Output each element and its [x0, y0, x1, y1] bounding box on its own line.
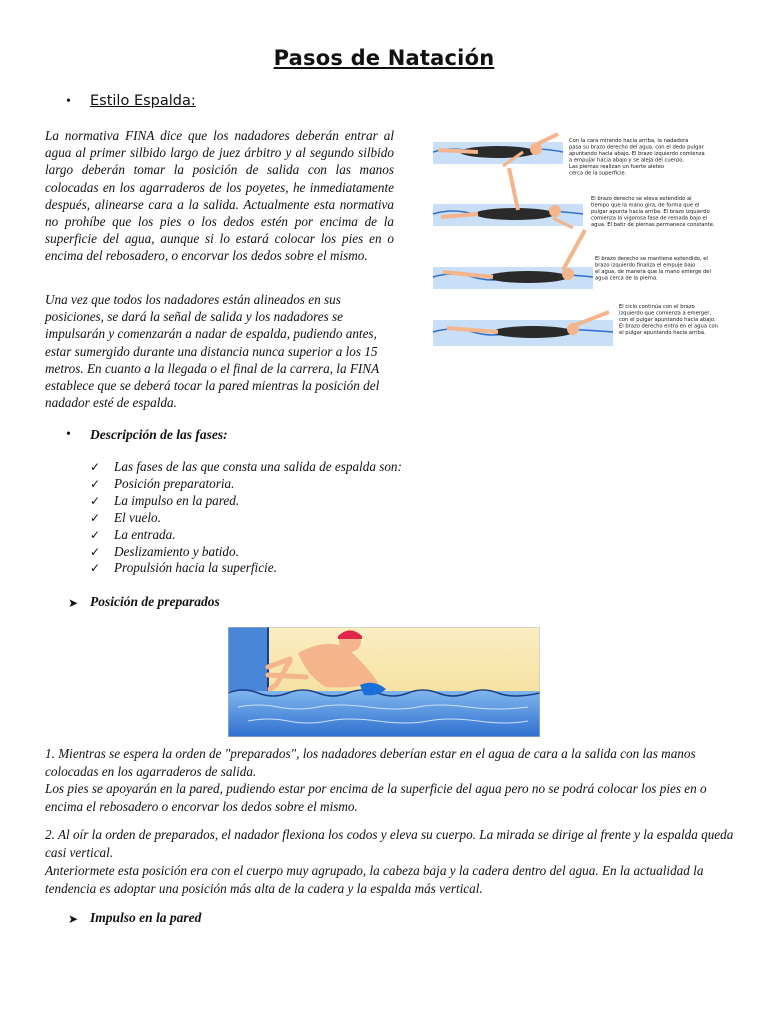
ready-paragraph-1b: Los pies se apoyarán en la pared, pudiendo estar por encima de la superficie del agua pero no se podrá colocar los pies en o encima el rebosadero o encorvar los dedos sobre el mismo.	[45, 781, 707, 814]
list-item: ✓ La impulso en la pared.	[90, 492, 240, 508]
phases-list	[90, 459, 402, 577]
svg-text:El brazo derecho se eleva exte: El brazo derecho se eleva extendido al tiempo que la mano gira, de forma que el pulgar apunta hacia arriba. El brazo izquierdo comienza la vigorosa fase de remada bajo el agua. El batir de piernas permanece constante.	[591, 196, 715, 228]
check-icon: ✓	[90, 544, 101, 559]
stroke-step-4	[433, 303, 720, 346]
list-item: ✓ Las fases de las que consta una salida de espalda son:	[90, 459, 402, 474]
check-icon: ✓	[90, 527, 101, 542]
water	[228, 691, 540, 737]
section-bullet: •	[66, 94, 71, 109]
check-icon: ✓	[90, 460, 101, 474]
phases-bullet: •	[66, 427, 71, 442]
list-item: ✓ El vuelo.	[90, 509, 161, 525]
start-position-figure	[228, 627, 540, 737]
list-item: ✓ Deslizamiento y batido.	[90, 543, 239, 559]
check-icon: ✓	[90, 561, 101, 576]
stroke-step-2	[433, 168, 715, 228]
wall-push-heading: Impulso en la pared	[90, 910, 202, 925]
ready-paragraph-2b: Anteriormete esta posición era con el cuerpo muy agrupado, la cabeza baja y la cadera dentro del agua. En la actualidad la tendencia es adoptar una posición más alta de la cadera y la espalda más vertical.	[45, 863, 704, 896]
section-heading: Estilo Espalda:	[90, 93, 196, 109]
stroke-step-3	[433, 230, 713, 289]
intro-paragraph-1: La normativa FINA dice que los nadadores deberán entrar al agua al primer silbido largo de juez árbitro y al segundo silbido largo deberán tomar la posición de salida con las manos colocadas en los agarraderos de los poyetes, he inmediatamente después, alinearse cara a la salida. Actualmente esta normativa no prohíbe que los pies o los dedos estén por encima de la superficie del agua, aunque si lo estará colocar los pies en o encima del rebosadero, o encorvar los dedos sobre el mismo.	[45, 128, 394, 264]
caption-1-line: Con la cara mirando hacia arriba, la nadadora	[569, 138, 689, 144]
page-title: Pasos de Natación	[273, 46, 495, 70]
check-icon: ✓	[90, 493, 101, 508]
intro-paragraph-2: Una vez que todos los nadadores están alineados en sus posiciones, se dará la señal de salida y los nadadores se impulsarán y comenzarán a nadar de espalda, pudiendo antes, estar sumergido durante una distancia nunca superior a los 15 metros. En cuanto a la llegada o el final de la carrera, la FINA establece que se deberá tocar la pared mientras la posición del nadador esté de espalda.	[45, 292, 380, 411]
list-item: ✓ Posición preparatoria.	[90, 475, 235, 491]
arrow-icon: ➤	[68, 596, 79, 610]
svg-text:El brazo derecho se mantiene e: El brazo derecho se mantiene extendido, el brazo izquierdo finaliza el empuje bajo el agua, de manera que la mano emerge del agua cerca de la pierna.	[595, 256, 711, 282]
ready-paragraph-2: 2. Al oír la orden de preparados, el nadador flexiona los codos y eleva su cuerpo. La mirada se dirige al frente y la espalda queda casi vertical.	[45, 827, 734, 860]
list-item: ✓ La entrada.	[90, 526, 176, 542]
ready-position-heading: Posición de preparados	[90, 594, 220, 609]
check-icon: ✓	[90, 476, 101, 491]
stroke-step-1	[433, 134, 706, 177]
arrow-icon: ➤	[68, 912, 79, 926]
phases-heading: Descripción de las fases:	[90, 427, 228, 442]
svg-text:El ciclo continúa con el brazo: El ciclo continúa con el brazo izquierdo que comienza a emerger, con el pulgar apuntando hacia abajo. El brazo derecho entra en el agua con el pulgar apuntando hacia arriba.	[619, 304, 718, 336]
backstroke-sequence-figure	[433, 122, 733, 360]
check-icon: ✓	[90, 510, 101, 525]
svg-text:Con la cara mirando hacia arri: Con la cara mirando hacia arriba, la nadadora pasa su brazo derecho del agua, con el dedo pulgar apuntando hacia abajo. El brazo izquierdo comienza a empujar hacia abajo y se aleja del cuerpo. Las piernas realizan un fuerte aleteo cerca de la superficie.	[569, 138, 705, 177]
list-item: ✓ Propulsión hacia la superficie.	[90, 560, 277, 576]
ready-paragraph-1: 1. Mientras se espera la orden de "preparados", los nadadores deberían estar en el agua de cara a la salida con las manos colocadas en los agarraderos de salida.	[45, 746, 696, 779]
